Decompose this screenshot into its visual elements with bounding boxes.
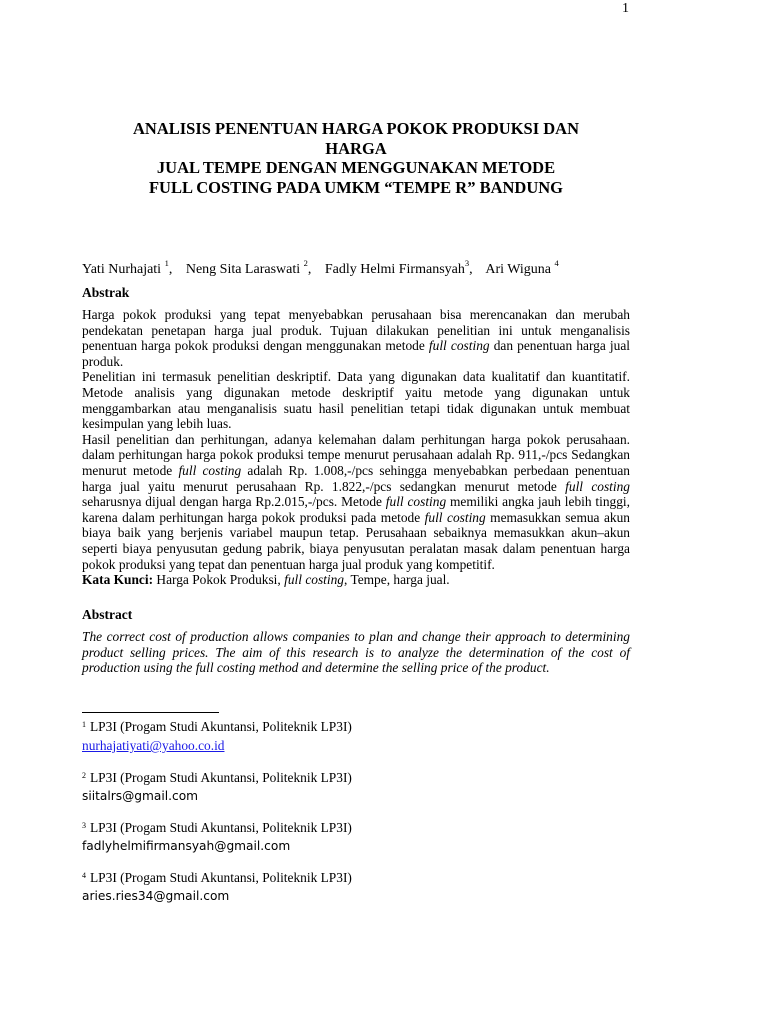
title-line: FULL COSTING PADA UMKM “TEMPE R” BANDUNG	[148, 177, 564, 197]
abstract-heading: Abstract	[82, 607, 133, 622]
keywords: Kata Kunci: Harga Pokok Produksi, full costing, Tempe, harga jual.	[82, 572, 450, 588]
footnote: $^1$ LP3I (Progam Studi Akuntansi, Politeknik LP3I) nurhajatiyati@yahoo.co.id	[82, 719, 352, 753]
abstract-body	[82, 629, 630, 676]
abstrak-body	[82, 307, 630, 588]
email-text: fadlyhelmifirmansyah@gmail.com	[82, 839, 291, 853]
title-line: ANALISIS PENENTUAN HARGA POKOK PRODUKSI DAN	[132, 119, 579, 138]
email-link[interactable]: nurhajatiyati@yahoo.co.id	[82, 738, 225, 753]
email-text: aries.ries34@gmail.com	[82, 889, 230, 903]
footnote: $^4$ LP3I (Progam Studi Akuntansi, Politeknik LP3I) aries.ries34@gmail.com	[82, 870, 352, 903]
author: Neng Sita Laraswati $^2$,	[185, 258, 312, 277]
abstrak-paragraph: Penelitian ini termasuk penelitian deskriptif. Data yang digunakan data kualitatif dan kuantitatif. Metode analisis yang digunakan metode deskriptif yaitu metode yang digunakan untuk menggambarkan atau menganalisis suatu hasil penelitian tetapi tidak digunakan untuk membuat kesimpulan yang lebih luas.	[82, 369, 630, 432]
title-line: HARGA	[325, 138, 387, 158]
abstract-paragraph: The correct cost of production allows companies to plan and change their approach to determining product selling prices. The aim of this research is to analyze the determination of the cost of production using the full costing method and determine the selling price of the product.	[82, 629, 630, 676]
email-text: siitalrs@gmail.com	[82, 789, 199, 803]
title-line: JUAL TEMPE DENGAN MENGGUNAKAN METODE	[156, 158, 556, 177]
page-number: 1	[622, 1, 629, 16]
footnote: $^2$ LP3I (Progam Studi Akuntansi, Politeknik LP3I) siitalrs@gmail.com	[82, 770, 352, 803]
author: Ari Wiguna $^4$	[485, 258, 559, 277]
paper-title	[82, 119, 630, 197]
abstrak-paragraph: Harga pokok produksi yang tepat menyebabkan perusahaan bisa merencanakan dan merubah pendekatan penetapan harga jual produk. Tujuan dilakukan penelitian ini untuk menganalisis penentuan harga pokok produksi dengan menggunakan metode full costing dan penentuan harga jual produk.	[82, 307, 631, 369]
abstrak-heading: Abstrak	[82, 285, 130, 300]
footnote: $^3$ LP3I (Progam Studi Akuntansi, Politeknik LP3I) fadlyhelmifirmansyah@gmail.com	[82, 820, 352, 853]
abstrak-paragraph: Hasil penelitian dan perhitungan, adanya kelemahan dalam perhitungan harga pokok perusahaan. dalam perhitungan harga pokok produksi tempe menurut perusahaan adalah Rp. 911,-/pcs Sedangkan menurut metode full costing adalah Rp. 1.008,-/pcs sehingga menyebabkan perbedaan penentuan harga jual yaitu menurut perusahaan Rp. 1.822,-/pcs sedangkan menurut metode full costing seharusnya dijual dengan harga Rp.2.015,-/pcs. Metode full costing memiliki angka jauh lebih tinggi, karena dalam perhitungan harga pokok produksi pada metode full costing memasukkan semua akun biaya baik yang berjenis variabel maupun tetap. Perusahaan sebaiknya memasukkan akun–akun seperti biaya penyusutan gedung pabrik, biaya penyusutan peralatan masak dalam penentuan harga pokok produksi yang tepat dan penentuan harga jual produk yang kompetitif.	[82, 431, 631, 572]
author: Fadly Helmi Firmansyah$^3$,	[324, 258, 473, 277]
footnote-divider	[82, 712, 219, 713]
author-list	[82, 259, 569, 278]
author: Yati Nurhajati $^1$,	[82, 258, 173, 277]
